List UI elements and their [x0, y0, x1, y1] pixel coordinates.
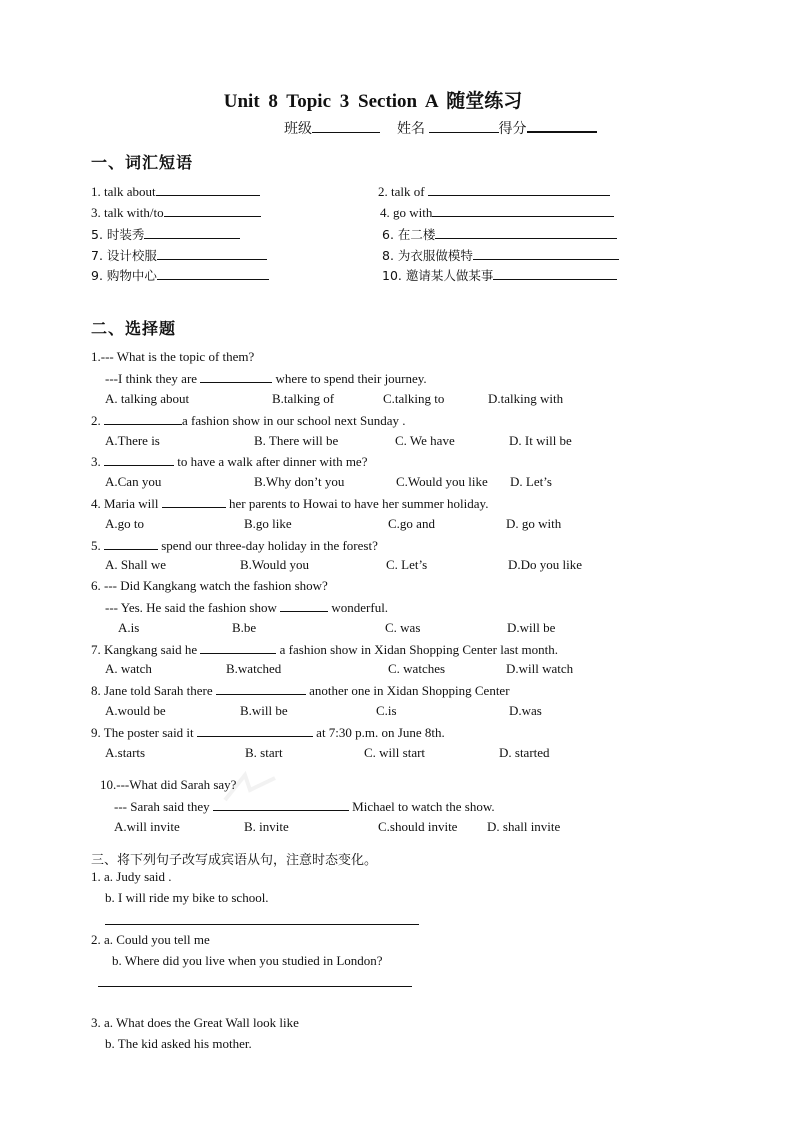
question-4-option-b[interactable]: B.go like — [244, 516, 292, 531]
question-3-option-c[interactable]: C.Would you like — [396, 474, 488, 489]
question-4-stem: 4. Maria will her parents to Howai to have her summer holiday. — [91, 496, 489, 511]
question-9-stem: 9. The poster said it at 7:30 p.m. on June 8th. — [91, 725, 445, 740]
question-6-option-a[interactable]: A.is — [118, 620, 140, 635]
question-3-option-a[interactable]: A.Can you — [105, 474, 162, 489]
question-8-option-c[interactable]: C.is — [376, 703, 397, 718]
rewrite-1-sentence-b: b. I will ride my bike to school. — [105, 890, 269, 905]
page-title: Unit 8 Topic 3 Section A 随堂练习 — [223, 91, 523, 112]
answer-blank[interactable] — [493, 267, 617, 280]
question-1-option-c[interactable]: C.talking to — [383, 391, 445, 406]
question-7-option-a[interactable]: A. watch — [105, 661, 152, 676]
section1-heading: 一、词汇短语 — [91, 153, 194, 172]
question-9-option-b[interactable]: B. start — [245, 745, 283, 760]
answer-blank[interactable] — [280, 599, 328, 612]
answer-blank[interactable] — [432, 204, 614, 217]
rewrite-2-sentence-b: b. Where did you live when you studied in London? — [112, 953, 383, 968]
question-8-option-a[interactable]: A.would be — [105, 703, 166, 718]
question-1-stem: 1.--- What is the topic of them? — [91, 349, 255, 364]
rewrite-1-sentence-a: 1. a. Judy said . — [91, 869, 172, 884]
question-5-stem: 5. spend our three-day holiday in the forest? — [91, 538, 378, 553]
question-7-stem: 7. Kangkang said he a fashion show in Xidan Shopping Center last month. — [91, 642, 559, 657]
question-5-option-c[interactable]: C. Let’s — [386, 557, 428, 572]
section3-heading: 三、将下列句子改写成宾语从句，注意时态变化。 — [91, 853, 378, 868]
rewrite-1-answer-line[interactable] — [105, 924, 419, 925]
answer-blank[interactable] — [162, 495, 226, 508]
question-9-option-c[interactable]: C. will start — [364, 745, 426, 760]
vocab-item-7: 7. 设计校服 — [91, 246, 267, 264]
question-8-option-b[interactable]: B.will be — [240, 703, 288, 718]
name-blank[interactable] — [429, 120, 499, 133]
vocab-item-10: 10. 邀请某人做某事 — [382, 266, 617, 284]
question-6-option-c[interactable]: C. was — [385, 620, 421, 635]
answer-blank[interactable] — [435, 226, 617, 239]
rewrite-2-sentence-a: 2. a. Could you tell me — [91, 932, 210, 947]
answer-blank[interactable] — [428, 183, 610, 196]
question-2-option-a[interactable]: A.There is — [105, 433, 160, 448]
vocab-item-1: 1. talk about — [91, 183, 260, 200]
question-9-option-d[interactable]: D. started — [499, 745, 550, 760]
vocab-item-8: 8. 为衣服做模特 — [382, 246, 619, 264]
student-info-line — [284, 118, 597, 138]
vocab-item-9: 9. 购物中心 — [91, 266, 269, 284]
answer-blank[interactable] — [213, 798, 349, 811]
question-8-stem: 8. Jane told Sarah there another one in Xidan Shopping Center — [91, 683, 510, 698]
class-blank[interactable] — [312, 120, 380, 133]
answer-blank[interactable] — [157, 247, 267, 260]
answer-blank[interactable] — [200, 641, 276, 654]
question-10-stem: 10.---What did Sarah say? — [100, 777, 237, 792]
rewrite-3-sentence-b: b. The kid asked his mother. — [105, 1036, 252, 1051]
question-6-stem: 6. --- Did Kangkang watch the fashion show? — [91, 578, 328, 593]
answer-blank[interactable] — [473, 247, 619, 260]
question-2-option-d[interactable]: D. It will be — [509, 433, 572, 448]
question-1-reply: ---I think they are where to spend their journey. — [105, 371, 427, 386]
answer-blank[interactable] — [144, 226, 240, 239]
question-4-option-d[interactable]: D. go with — [506, 516, 562, 531]
question-10-reply: --- Sarah said they Michael to watch the show. — [114, 799, 495, 814]
score-blank[interactable] — [527, 119, 597, 133]
rewrite-3-sentence-a: 3. a. What does the Great Wall look like — [91, 1015, 299, 1030]
question-4-option-c[interactable]: C.go and — [388, 516, 435, 531]
answer-blank[interactable] — [157, 267, 269, 280]
question-7-option-b[interactable]: B.watched — [226, 661, 282, 676]
question-9-option-a[interactable]: A.starts — [105, 745, 146, 760]
rewrite-2-answer-line[interactable] — [98, 986, 412, 987]
question-2-stem: 2. a fashion show in our school next Sunday . — [91, 413, 406, 428]
vocab-item-5: 5. 时装秀 — [91, 225, 240, 243]
question-7-option-d[interactable]: D.will watch — [506, 661, 574, 676]
answer-blank[interactable] — [104, 537, 158, 550]
answer-blank[interactable] — [200, 370, 272, 383]
question-6-reply: --- Yes. He said the fashion show wonderful. — [105, 600, 389, 615]
question-3-option-d[interactable]: D. Let’s — [510, 474, 552, 489]
answer-blank[interactable] — [104, 453, 174, 466]
answer-blank[interactable] — [156, 183, 260, 196]
answer-blank[interactable] — [197, 724, 313, 737]
vocab-item-3: 3. talk with/to — [91, 204, 261, 221]
question-8-option-d[interactable]: D.was — [509, 703, 542, 718]
score-label: 得分 — [498, 122, 527, 137]
question-6-option-b[interactable]: B.be — [232, 620, 257, 635]
question-5-option-b[interactable]: B.Would you — [240, 557, 310, 572]
question-1-option-b[interactable]: B.talking of — [272, 391, 335, 406]
vocab-item-2: 2. talk of — [378, 183, 610, 200]
vocab-item-6: 6. 在二楼 — [382, 225, 617, 243]
question-4-option-a[interactable]: A.go to — [105, 516, 144, 531]
answer-blank[interactable] — [164, 204, 261, 217]
question-10-option-a[interactable]: A.will invite — [114, 819, 180, 834]
question-10-option-c[interactable]: C.should invite — [378, 819, 458, 834]
question-5-option-d[interactable]: D.Do you like — [508, 557, 583, 572]
question-5-option-a[interactable]: A. Shall we — [105, 557, 167, 572]
question-6-option-d[interactable]: D.will be — [507, 620, 556, 635]
question-1-option-d[interactable]: D.talking with — [488, 391, 564, 406]
question-2-option-b[interactable]: B. There will be — [254, 433, 339, 448]
question-7-option-c[interactable]: C. watches — [388, 661, 446, 676]
vocab-item-4: 4. go with — [380, 204, 614, 221]
question-10-option-b[interactable]: B. invite — [244, 819, 289, 834]
answer-blank[interactable] — [216, 682, 306, 695]
name-label: 姓名 — [397, 122, 425, 137]
question-3-stem: 3. to have a walk after dinner with me? — [91, 454, 368, 469]
question-3-option-b[interactable]: B.Why don’t you — [254, 474, 345, 489]
section2-heading: 二、选择题 — [91, 319, 177, 338]
question-2-option-c[interactable]: C. We have — [395, 433, 455, 448]
question-10-option-d[interactable]: D. shall invite — [487, 819, 561, 834]
question-1-option-a[interactable]: A. talking about — [105, 391, 190, 406]
class-label: 班级 — [284, 122, 312, 137]
answer-blank[interactable] — [104, 412, 182, 425]
